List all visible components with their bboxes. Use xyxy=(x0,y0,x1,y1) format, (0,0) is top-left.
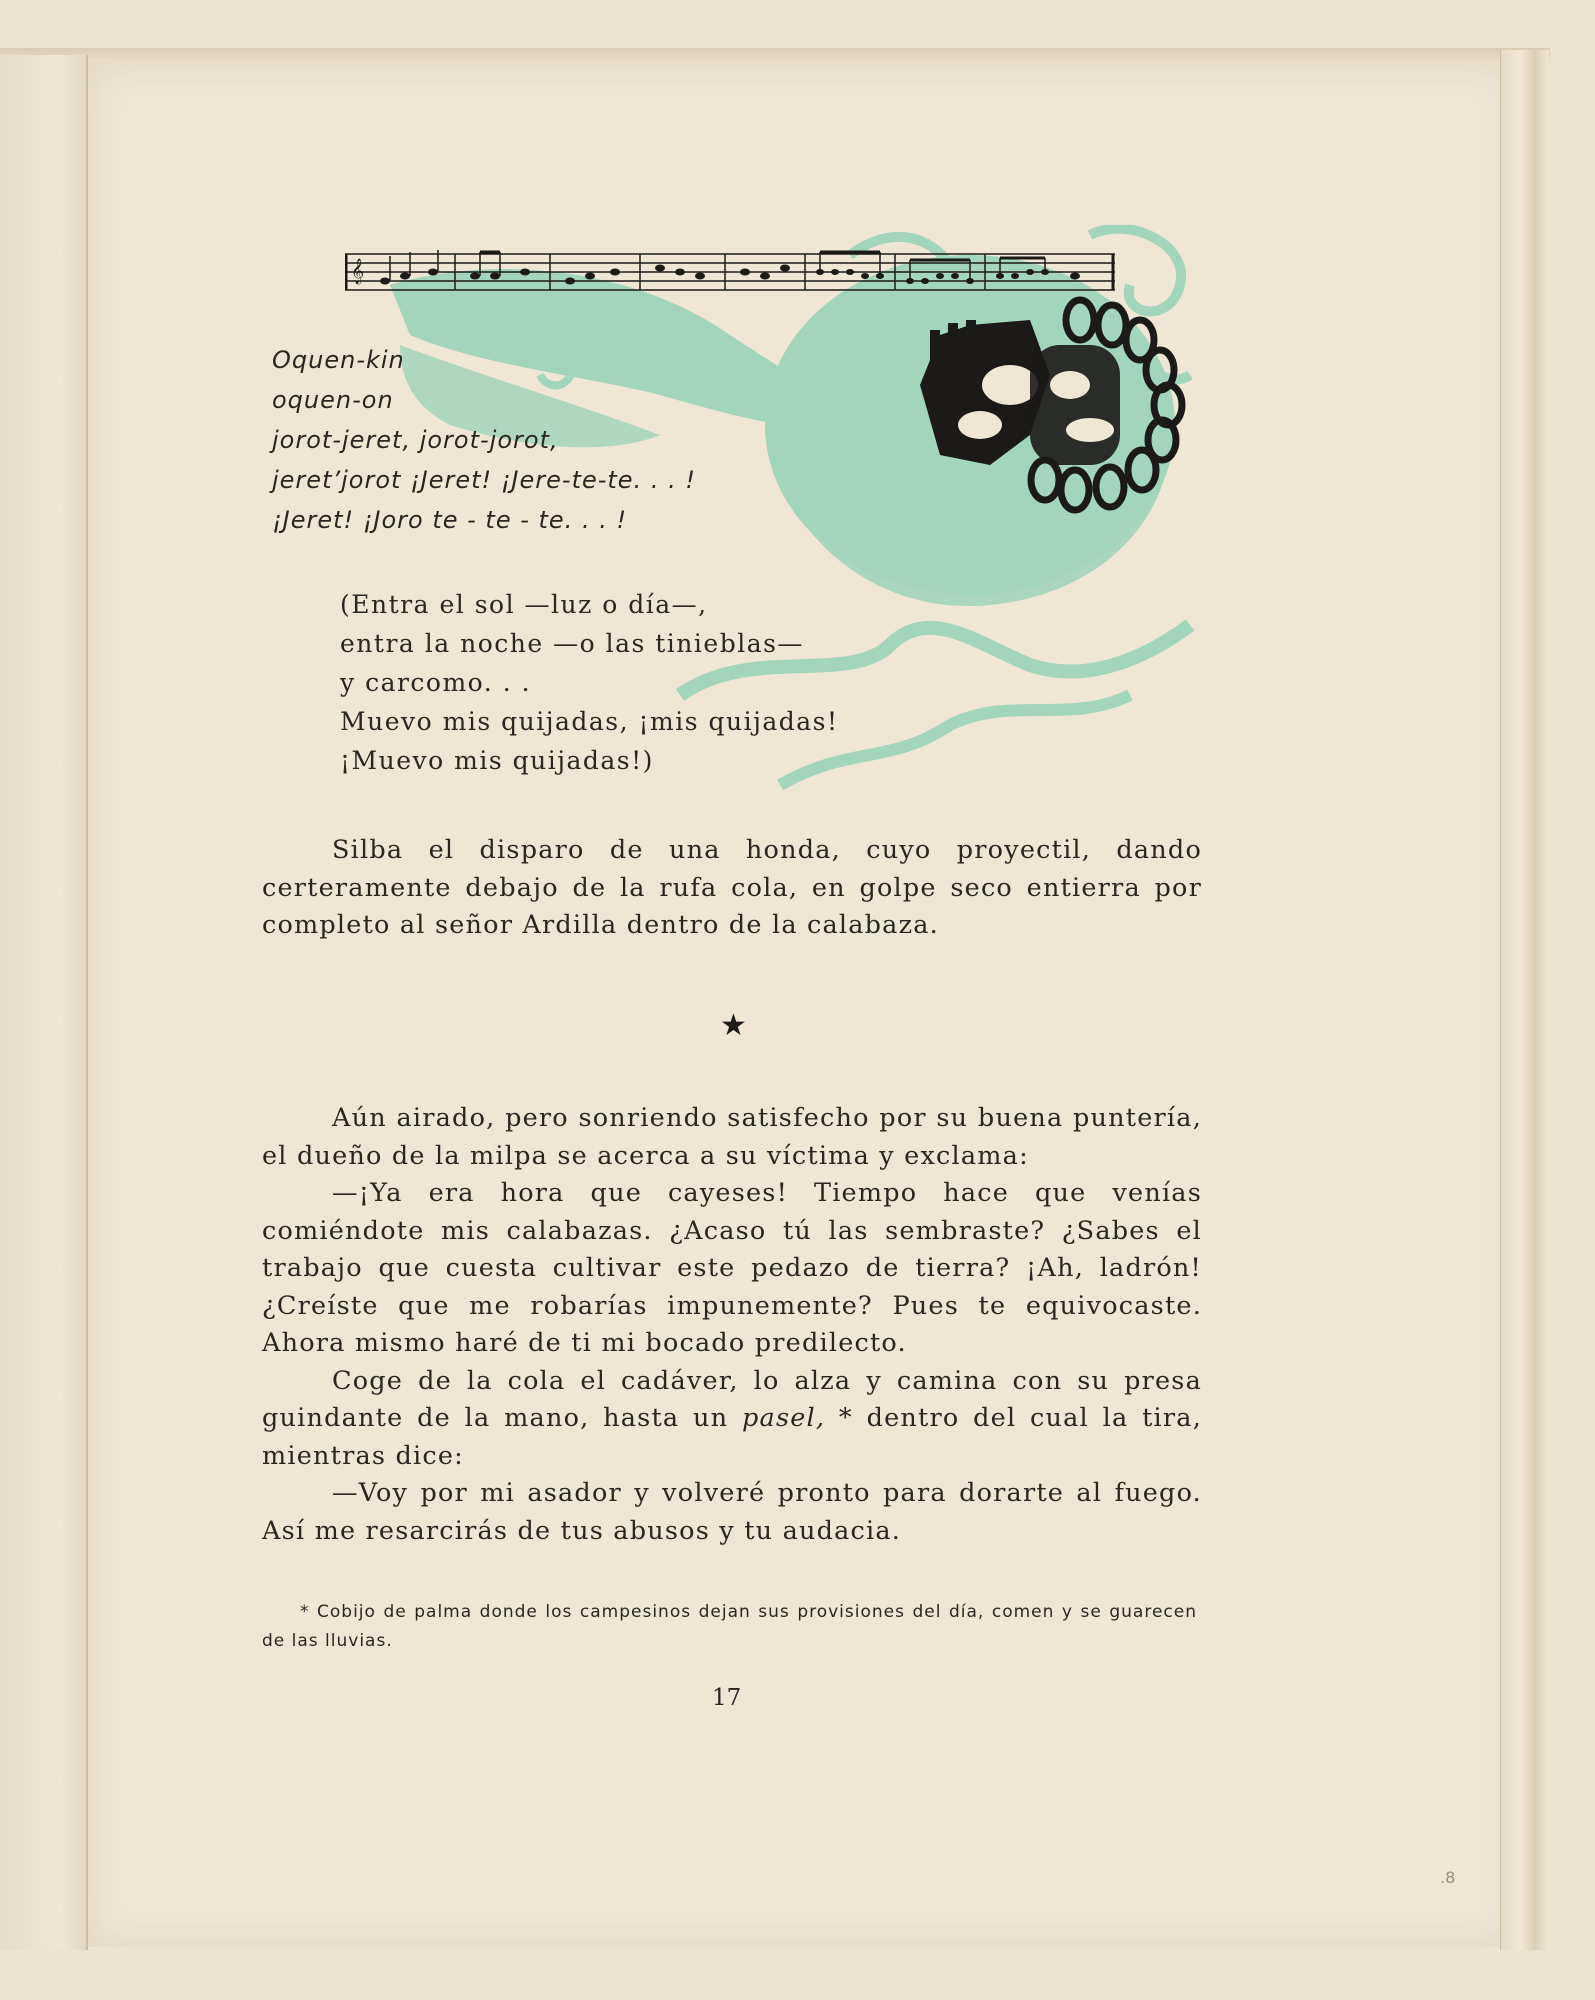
stanza-line: (Entra el sol —luz o día—, xyxy=(340,590,708,619)
lyric-line: jorot-jeret, jorot-jorot, xyxy=(272,426,559,454)
stanza-line: entra la noche —o las tinieblas— xyxy=(340,629,804,658)
page-right-edge xyxy=(1500,50,1549,1950)
prose-block-2 xyxy=(262,1100,1202,1550)
paragraph: Aún airado, pero sonriendo satisfecho por su buena puntería, el dueño de la milpa se acerca a su víctima y exclama: xyxy=(262,1103,1202,1171)
paragraph xyxy=(262,1363,1202,1476)
paragraph: Silba el disparo de una honda, cuyo proyectil, dando certeramente debajo de la rufa cola, en golpe seco entierra por completo al señor Ardilla dentro de la calabaza. xyxy=(262,835,1202,940)
lyric-line: ¡Jeret! ¡Joro te - te - te. . . ! xyxy=(272,506,628,534)
paragraph: —Voy por mi asador y volveré pronto para dorarte al fuego. Así me resarcirás de tus abusos y tu audacia. xyxy=(262,1478,1202,1546)
lyric-line: oquen-on xyxy=(272,386,394,414)
left-page-edge xyxy=(0,55,88,1950)
paragraph: —¡Ya era hora que cayeses! Tiempo hace que venías comiéndote mis calabazas. ¿Acaso tú las sembraste? ¿Sabes el trabajo que cuesta cultivar este pedazo de tierra? ¡Ah, ladrón! ¿Creíste que me robarías impunemente? Pues te equivocaste. Ahora mismo haré de ti mi bocado predilecto. xyxy=(262,1178,1202,1358)
page-number: 17 xyxy=(712,1685,742,1711)
svg-text:𝄞: 𝄞 xyxy=(351,259,365,284)
section-separator-star: ★ xyxy=(720,1008,747,1043)
prose-block-1 xyxy=(262,832,1202,945)
italic-term: pasel, xyxy=(742,1403,826,1433)
paragraph-text: Coge de la cola el cadáver, lo alza y camina con su presa guindante de la mano, hasta un xyxy=(262,1365,1202,1433)
stanza-line: Muevo mis quijadas, ¡mis quijadas! xyxy=(340,707,839,736)
footnote xyxy=(262,1598,1197,1656)
lyric-line: jeret’jorot ¡Jeret! ¡Jere-te-te. . . ! xyxy=(272,466,696,494)
corner-mark: .8 xyxy=(1440,1868,1456,1887)
footnote-text: * Cobijo de palma donde los campesinos dejan sus provisiones del día, comen y se guarecen de las lluvias. xyxy=(262,1602,1197,1651)
paragraph-text: * dentro del cual la tira, mientras dice: xyxy=(262,1403,1202,1471)
song-lyrics xyxy=(272,340,696,540)
verse-stanza xyxy=(340,585,839,780)
stanza-line: ¡Muevo mis quijadas!) xyxy=(340,746,654,775)
stanza-line: y carcomo. . . xyxy=(340,668,532,697)
music-staff xyxy=(345,248,1115,300)
lyric-line: Oquen-kin xyxy=(272,346,405,374)
